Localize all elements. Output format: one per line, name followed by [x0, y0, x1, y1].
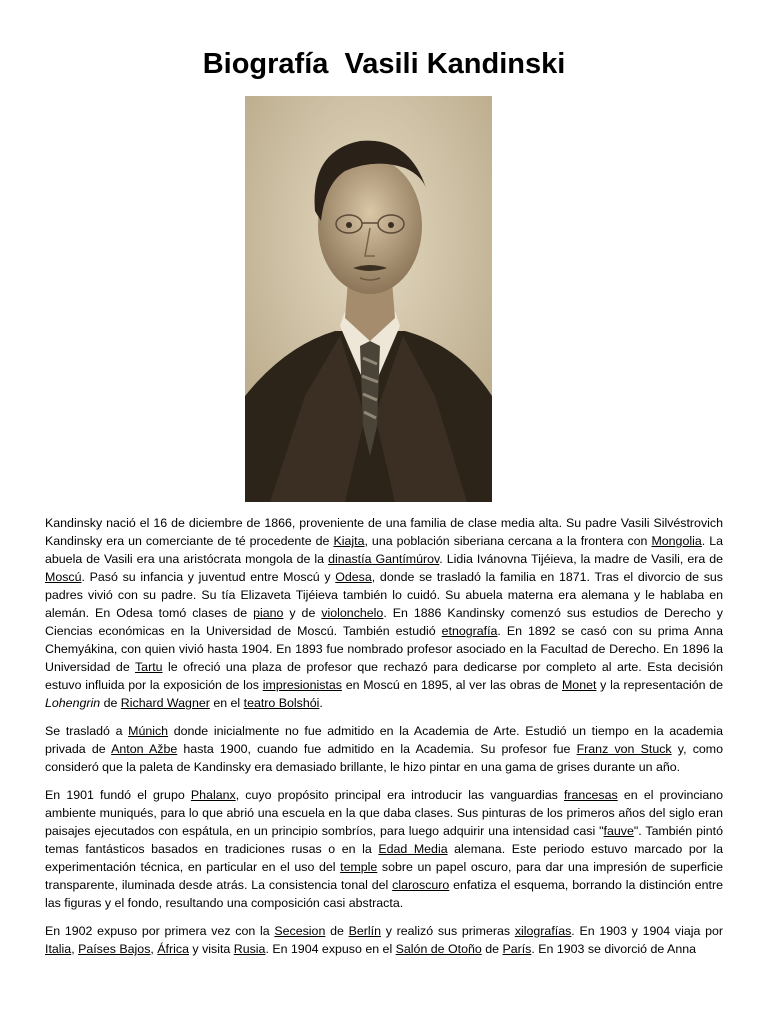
text-segment: y, como consideró que la paleta de Kandinsky era demasiado brillante, le hizo pintar en una gama de grises durante un año. [45, 742, 723, 774]
text-segment: . En 1892 se casó con su prima Anna Chemyákina, con quien vivió hasta 1904. En 1893 fue nombrado profesor asociado en la Facultad de Derecho. En 1896 la Universidad de [45, 624, 723, 674]
text-segment: , cuyo propósito principal era introducir las vanguardias [235, 788, 564, 802]
text-link[interactable]: Richard Wagner [120, 696, 210, 710]
text-segment: . Lidia Ivánovna Tijéieva, la madre de Vasili, era de [439, 552, 724, 566]
text-segment: En 1901 fundó el grupo [45, 788, 191, 802]
text-segment: y de [283, 606, 322, 620]
text-link[interactable]: violonchelo [321, 606, 384, 620]
text-segment: en Moscú en 1895, al ver las obras de [341, 678, 562, 692]
text-link[interactable]: Secesion [274, 924, 326, 938]
text-link[interactable]: Países Bajos [78, 942, 151, 956]
text-link[interactable]: Salón de Otoño [395, 942, 482, 956]
text-link[interactable]: París [502, 942, 532, 956]
text-segment: enfatiza el esquema, borrando la distinción entre las figuras y el fondo, resultando una composición casi abstracta. [45, 878, 723, 910]
biography-text [45, 514, 723, 968]
text-link[interactable]: etnografía [441, 624, 498, 638]
portrait-photo [245, 96, 492, 502]
text-segment: . En 1886 Kandinsky comenzó sus estudios de Derecho y Ciencias económicas en la Universidad de Moscú. También estudió [45, 606, 723, 638]
paragraph [45, 722, 723, 776]
text-link[interactable]: Anton Ažbe [111, 742, 178, 756]
text-link[interactable]: Italia [45, 942, 72, 956]
text-segment: ". También pintó temas fantásticos basados en tradiciones rusas o en la [45, 824, 723, 856]
text-segment: , una población siberiana cercana a la frontera con [364, 534, 652, 548]
text-segment: sobre un papel oscuro, para dar una impresión de superficie transparente, iluminada desde atrás. La consistencia tonal del [45, 860, 723, 892]
text-link[interactable]: Kiajta [333, 534, 365, 548]
text-segment: alemana. Este periodo estuvo marcado por la experimentación técnica, en particular en el uso del [45, 842, 723, 874]
text-link[interactable]: Phalanx [190, 788, 236, 802]
text-link[interactable]: Berlín [348, 924, 381, 938]
text-segment: , donde se trasladó la familia en 1871. Tras el divorcio de sus padres vivió con su padre. Su tía Elizaveta Tijéieva también lo cuidó. Su abuela materna era alemana y le hablaba en alemán. En Odesa tomó clases de [45, 570, 723, 620]
portrait-illustration [245, 96, 492, 502]
text-segment: y visita [188, 942, 234, 956]
text-segment: Se trasladó a [45, 724, 129, 738]
text-segment: donde inicialmente no fue admitido en la Academia de Arte. Estudió un tiempo en la academia privada de [45, 724, 723, 756]
text-link[interactable]: Moscú [45, 570, 82, 584]
text-link[interactable]: impresionistas [262, 678, 342, 692]
italic-text: Lohengrin [45, 696, 101, 710]
text-link[interactable]: Tartu [134, 660, 163, 674]
text-link[interactable]: Monet [561, 678, 597, 692]
text-link[interactable]: teatro Bolshói [243, 696, 320, 710]
text-segment: hasta 1900, cuando fue admitido en la Academia. Su profesor fue [177, 742, 577, 756]
text-segment: . [319, 696, 323, 710]
text-link[interactable]: Rusia [233, 942, 266, 956]
text-segment: en el provinciano ambiente muniqués, para lo que abrió una escuela en la que daba clases. Sus pinturas de los primeros años del siglo eran paisajes ejecutados con espátula, en un principio sombríos, para luego adquirir una intensidad casi " [45, 788, 723, 838]
text-link[interactable]: Odesa [335, 570, 372, 584]
text-segment: . En 1903 y 1904 viaja por [571, 924, 724, 938]
text-link[interactable]: temple [340, 860, 378, 874]
paragraph [45, 786, 723, 912]
text-link[interactable]: claroscuro [392, 878, 450, 892]
text-link[interactable]: piano [253, 606, 284, 620]
text-link[interactable]: Franz von Stuck [576, 742, 672, 756]
text-segment: de [481, 942, 503, 956]
text-segment: y realizó sus primeras [380, 924, 515, 938]
text-segment: , [71, 942, 79, 956]
text-segment: Kandinsky nació el 16 de diciembre de 1866, proveniente de una familia de clase media alta. Su padre Vasili Silvéstrovich Kandinsky era un comerciante de té procedente de [45, 516, 723, 548]
text-link[interactable]: Múnich [128, 724, 169, 738]
text-link[interactable]: África [157, 942, 189, 956]
text-segment: de [100, 696, 121, 710]
text-link[interactable]: Mongolia [651, 534, 702, 548]
text-segment: le ofreció una plaza de profesor que rechazó para dedicarse por completo al arte. Esta decisión estuvo influida por la exposición de los [45, 660, 723, 692]
paragraph [45, 514, 723, 712]
text-segment: . En 1903 se divorció de Anna [531, 942, 696, 956]
text-link[interactable]: Edad Media [378, 842, 448, 856]
text-segment: . La abuela de Vasili era una aristócrata mongola de la [45, 534, 724, 566]
text-link[interactable]: dinastía Gantímúrov [328, 552, 440, 566]
text-segment: . Pasó su infancia y juventud entre Moscú y [81, 570, 336, 584]
text-segment: En 1902 expuso por primera vez con la [45, 924, 275, 938]
text-segment: de [325, 924, 349, 938]
text-segment: . En 1904 expuso en el [265, 942, 396, 956]
page-title: Biografía Vasili Kandinski [202, 48, 566, 80]
text-link[interactable]: fauve [603, 824, 634, 838]
paragraph [45, 922, 723, 958]
text-segment: en el [209, 696, 244, 710]
text-link[interactable]: francesas [563, 788, 618, 802]
text-segment: y la representación de [596, 678, 724, 692]
text-link[interactable]: xilografías [514, 924, 572, 938]
text-segment: , [150, 942, 158, 956]
